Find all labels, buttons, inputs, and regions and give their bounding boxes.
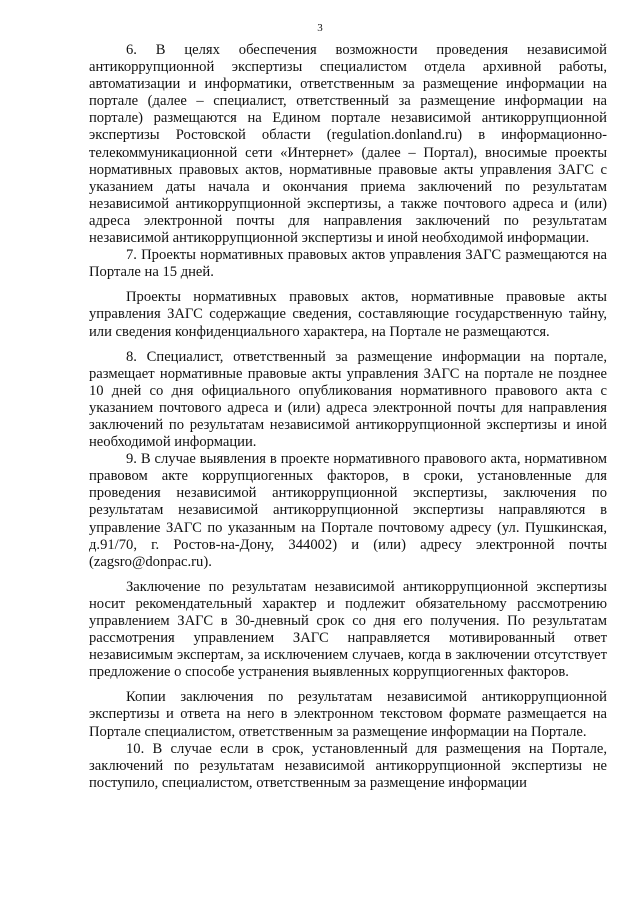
document-body [89, 42, 607, 792]
paragraph-8: 8. Специалист, ответственный за размещение информации на портале, размещает нормативные правовые акты управления ЗАГС на портале не позднее 10 дней со дня официального опубликования нормативного правового акта с указанием почтового адреса и (или) адреса электронной почты для направления заключений по результатам независимой антикоррупционной экспертизы и иной необходимой информации. [89, 348, 607, 451]
paragraph-6: 6. В целях обеспечения возможности проведения независимой антикоррупционной экспертизы специалистом отдела архивной работы, автоматизации и информатики, ответственным за размещение информации на портале (далее – специалист, ответственный за размещение информации на портале) размещаются на Едином портале независимой антикоррупционной экспертизы Ростовской области (regulation.donland.ru) в информационно-телекоммуникационной сети «Интернет» (далее – Портал), вносимые проекты нормативных правовых актов, нормативные правовые акты управления ЗАГС с указанием даты начала и окончания приема заключений по результатам независимой антикоррупционной экспертизы, а также почтового адреса и (или) адреса электронной почты для направления заключений по результатам независимой антикоррупционной экспертизы и иной необходимой информации. [89, 42, 607, 247]
paragraph-7-secrecy: Проекты нормативных правовых актов, нормативные правовые акты управления ЗАГС содержащие сведения, составляющие государственную тайну, или сведения конфиденциального характера, на Портале не размещаются. [89, 289, 607, 340]
paragraph-7: 7. Проекты нормативных правовых актов управления ЗАГС размещаются на Портале на 15 дней. [89, 247, 607, 281]
paragraph-10: 10. В случае если в срок, установленный для размещения на Портале, заключений по результатам независимой антикоррупционной экспертизы не поступило, специалистом, ответственным за размещение информации [89, 740, 607, 791]
page-number: 3 [317, 22, 323, 34]
paragraph-9: 9. В случае выявления в проекте нормативного правового акта, нормативном правовом акте коррупциогенных факторов, в сроки, установленные для проведения независимой антикоррупционной экспертизы, заключения по результатам независимой антикоррупционной экспертизы направляются в управление ЗАГС по указанным на Портале почтовому адресу (ул. Пушкинская, д.91/70, г. Ростов-на-Дону, 344002) и (или) адресу электронной почты (zagsro@donpac.ru). [89, 451, 607, 570]
paragraph-9-copies: Копии заключения по результатам независимой антикоррупционной экспертизы и ответа на него в электронном текстовом формате размещается на Портале специалистом, ответственным за размещение информации на Портале. [89, 689, 607, 740]
paragraph-9-conclusion: Заключение по результатам независимой антикоррупционной экспертизы носит рекомендательный характер и подлежит обязательному рассмотрению управлением ЗАГС в 30-дневный срок со дня его получения. По результатам рассмотрения управлением ЗАГС направляется мотивированный ответ независимым экспертам, за исключением случаев, когда в заключении отсутствует предложение о способе устранения выявленных коррупциогенных факторов. [89, 578, 607, 681]
